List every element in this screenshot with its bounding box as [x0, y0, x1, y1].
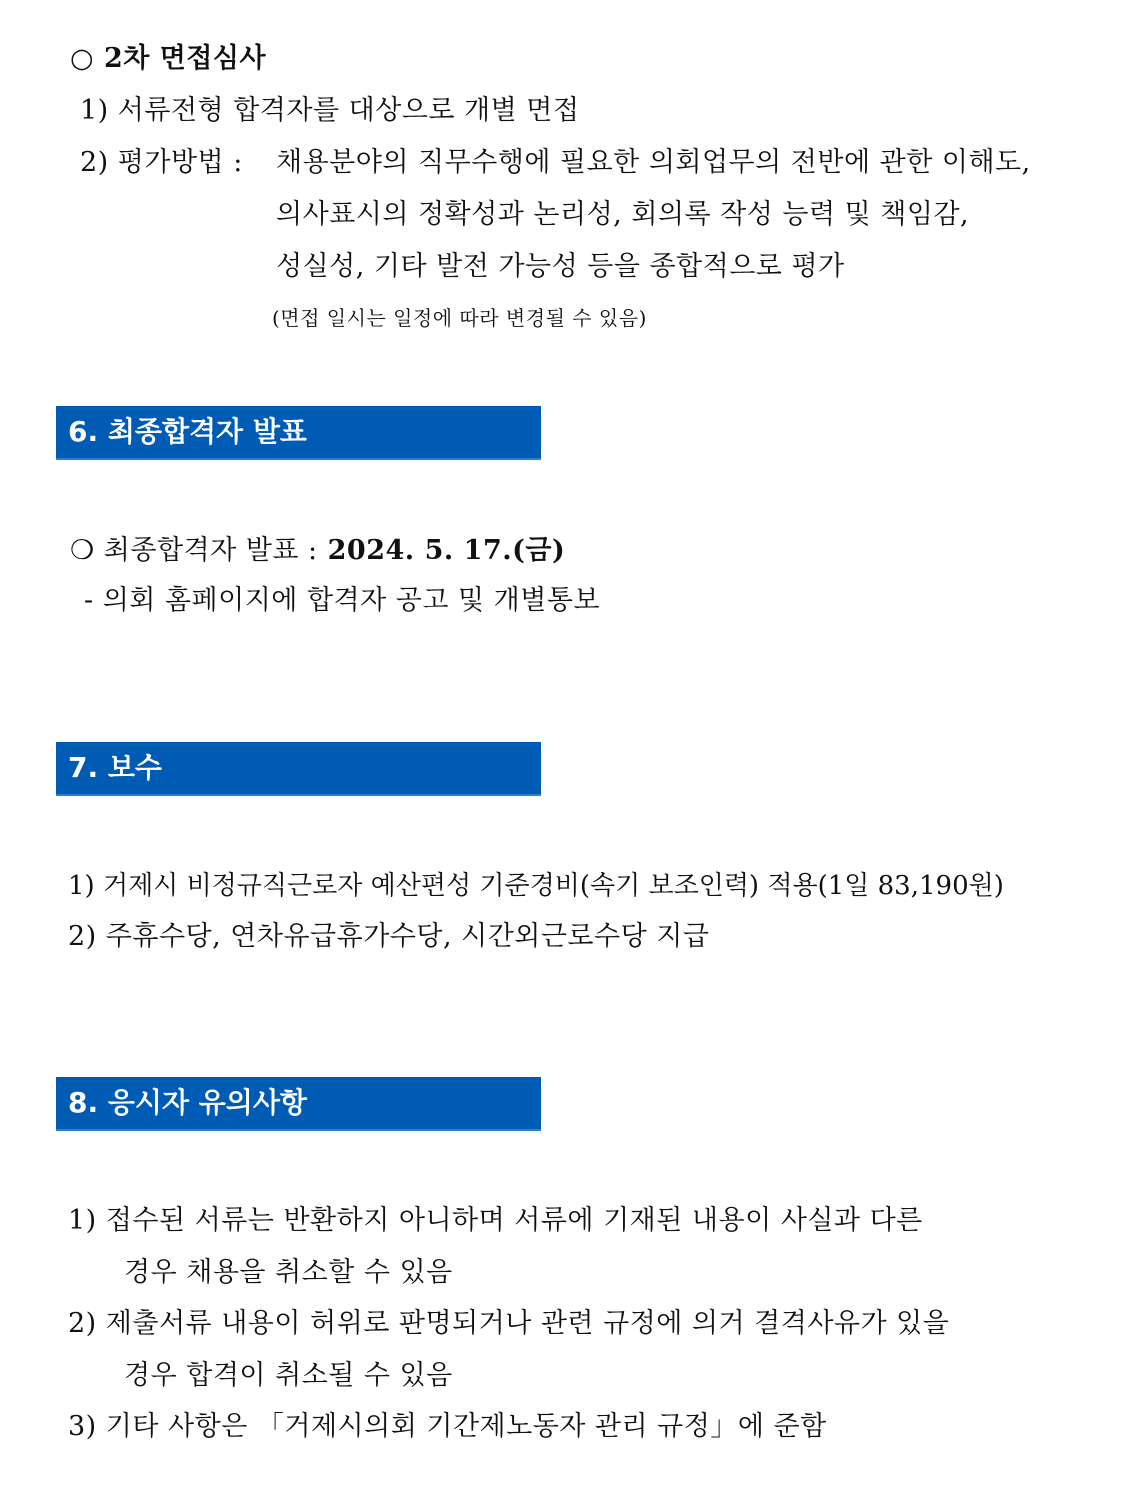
interview-note: (면접 일시는 일정에 따라 변경될 수 있음): [272, 306, 647, 330]
interview-item-2-line-1: 채용분야의 직무수행에 필요한 의회업무의 전반에 관한 이해도,: [276, 147, 1031, 178]
section-6-heading-bar: [56, 406, 541, 460]
pay-item-1: 1) 거제시 비정규직근로자 예산편성 기준경비(속기 보조인력) 적용(1일 83,190원): [68, 871, 1004, 901]
section-6-heading: 6. 최종합격자 발표: [68, 415, 307, 448]
section-7-heading: 7. 보수: [68, 751, 162, 784]
notice-item-2-line-1: 2) 제출서류 내용이 허위로 판명되거나 관련 규정에 의거 결격사유가 있을: [68, 1308, 950, 1339]
notice-item-1-line-1: 1) 접수된 서류는 반환하지 아니하며 서류에 기재된 내용이 사실과 다른: [68, 1205, 923, 1236]
notice-item-1-line-2: 경우 채용을 취소할 수 있음: [124, 1257, 453, 1288]
announcement-sub: - 의회 홈페이지에 합격자 공고 및 개별통보: [84, 585, 601, 616]
section-7-heading-bar: [56, 742, 541, 796]
interview-item-2-label: 2) 평가방법 :: [80, 147, 243, 178]
notice-item-2-line-2: 경우 합격이 취소될 수 있음: [124, 1360, 453, 1391]
interview-item-2-line-2: 의사표시의 정확성과 논리성, 회의록 작성 능력 및 책임감,: [276, 199, 970, 230]
announcement-date: 2024. 5. 17.(금): [327, 535, 566, 566]
interview-item-1: 1) 서류전형 합격자를 대상으로 개별 면접: [80, 95, 580, 126]
announcement-line: [70, 534, 565, 568]
section-8-heading-bar: [56, 1077, 541, 1131]
interview-item-2-line-3: 성실성, 기타 발전 가능성 등을 종합적으로 평가: [276, 251, 845, 282]
interview-title: ○ 2차 면접심사: [70, 43, 267, 74]
pay-item-2: 2) 주휴수당, 연차유급휴가수당, 시간외근로수당 지급: [68, 921, 710, 952]
notice-item-3: 3) 기타 사항은 「거제시의회 기간제노동자 관리 규정」에 준함: [68, 1411, 827, 1442]
announcement-label: ❍ 최종합격자 발표 :: [70, 535, 318, 566]
section-8-heading: 8. 응시자 유의사항: [68, 1086, 307, 1119]
